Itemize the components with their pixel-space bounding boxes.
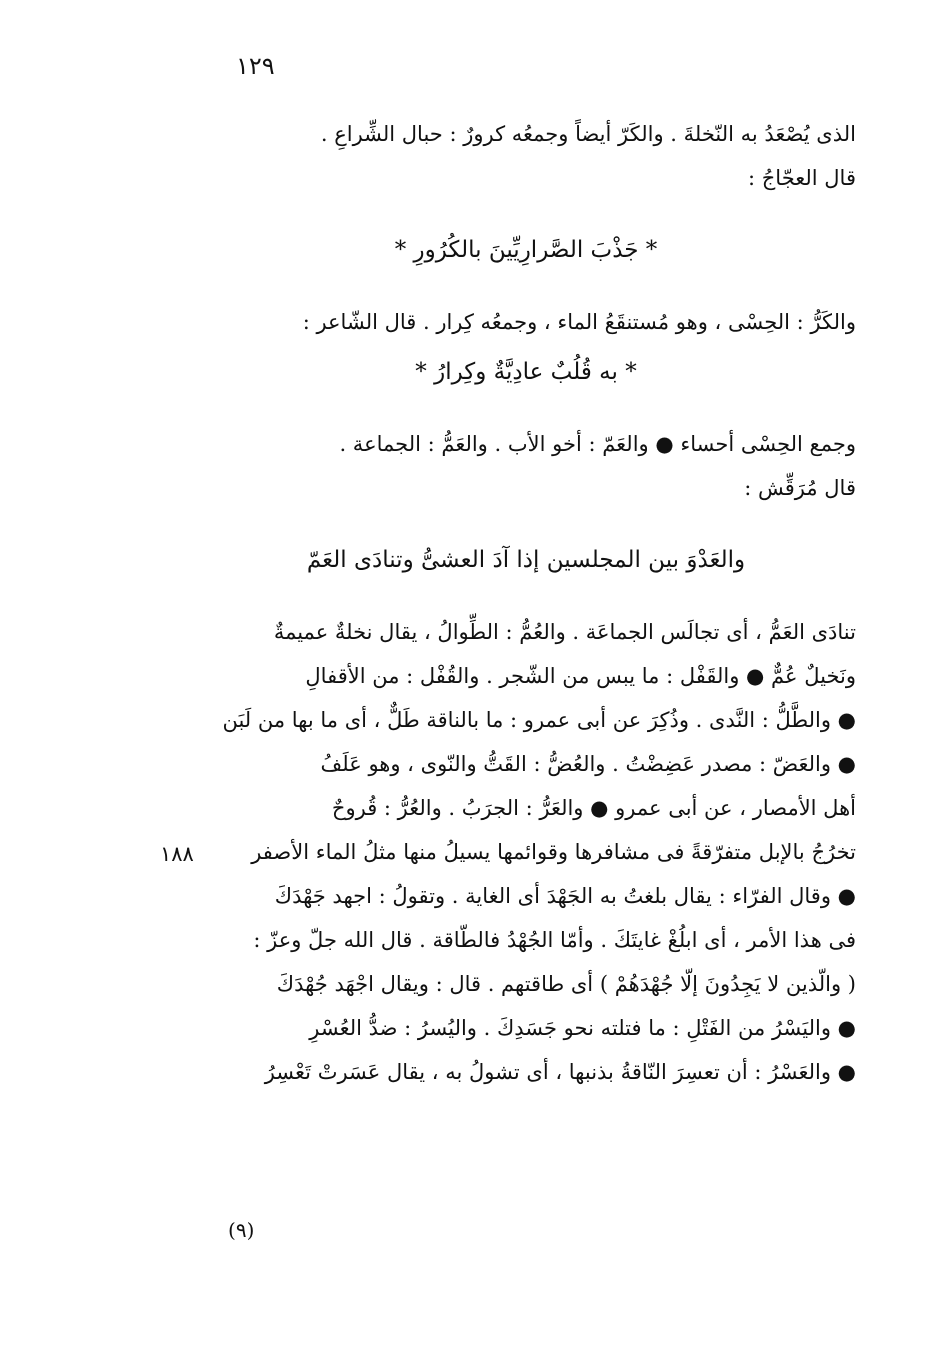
text-line: ● واليَسْرُ من الفَتْلِ : ما فتلته نحو جَسَدِكَ . واليُسرُ : ضدُّ العُسْرِ [309, 1016, 856, 1040]
text-line: والكَرُّ : الحِسْى ، وهو مُستنقَعُ الماء ، وجمعُه كِرار . قال الشّاعر : [302, 310, 856, 334]
verse-line: * به قُلُبٌ عادِيَّةٌ وكِرارُ * [415, 359, 637, 385]
text-line: قال مُرَقِّش : [744, 476, 856, 500]
text-line: فى هذا الأمر ، أى ابلُغْ غايتَكَ . وأمّا الجُهْدُ فالطّاقة . قال الله جلّ وعزّ : [253, 928, 856, 952]
margin-number: ١٨٨ [160, 842, 194, 866]
text-line: الذى يُصْعَدُ به النّخلةَ . والكَرّ أيضاً وجمعُه كرورٌ : حبال الشِّراعِ . [320, 122, 856, 146]
text-line: ● وقال الفرّاء : يقال بلغتُ به الجَهْدَ أى الغاية . وتقولُ : اجهد جَهْدَكَ [274, 884, 856, 908]
text-line: ( والّذين لا يَجِدُونَ إلّا جُهْدَهُمْ ) أى طاقتهم . قال : ويقال اجْهَد جُهْدَكَ [276, 972, 856, 996]
text-line: أهل الأمصار ، عن أبى عمرو ● والعَرُّ : الجرَبُ . والعُرُّ : قُروحٌ [331, 796, 856, 820]
text-line: تخرُجُ بالإبل متفرّقةً فى مشافرها وقوائمها يسيلُ منها مثلُ الماء الأصفر [251, 840, 856, 864]
text-line: تنادَى العَمُّ ، أى تجالَس الجماعَة . والعُمُّ : الطِّوالُ ، يقال نخلةٌ عميمةٌ [273, 620, 856, 644]
text-line: ونَخيلٌ عُمٌّ ● والقَفْل : ما يبس من الشّجر . والقُفْل : من الأقفالِ [305, 664, 856, 688]
text-line: ● والعَضّ : مصدر عَضِضْتُ . والعُضُّ : القَتُّ والنّوى ، وهو عَلَفُ [320, 752, 856, 776]
signature-mark: (٩) [228, 1218, 255, 1242]
verse-line: * جَذْبَ الصَّرارِيِّينَ بالكُرُورِ * [394, 237, 658, 263]
text-line: قال العجّاجُ : [748, 166, 856, 190]
text-line: ● والعَسْرُ : أن تعسِرَ النّاقةُ بذنبها ، أى تشولُ به ، يقال عَسَرتْ تَعْسِرُ [264, 1060, 856, 1084]
page-body [196, 112, 856, 1094]
text-line: وجمع الحِسْى أحساء ● والعَمّ : أخو الأب . والعَمُّ : الجماعة . [339, 432, 856, 456]
page-number: ١٢٩ [236, 52, 275, 80]
verse-line: والعَدْوَ بين المجلسين إذا آدَ العشىُّ وتنادَى العَمّ [306, 547, 746, 573]
text-line: ● والطَّلُّ : النَّدى . وذُكِرَ عن أبى عمرو : ما بالناقة طَلٌّ ، أى ما بها من لَبَن [222, 708, 856, 732]
